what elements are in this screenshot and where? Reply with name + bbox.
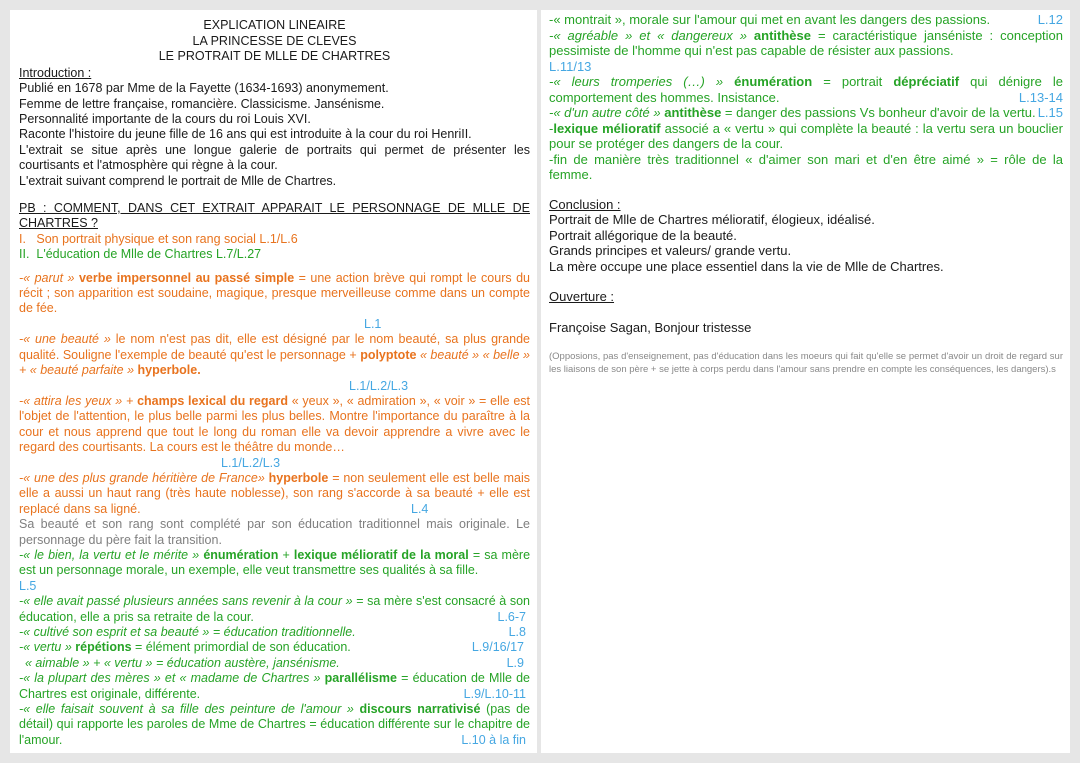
line-ref: L.1/L.2/L.3	[349, 378, 409, 393]
analysis-paragraph: -« parut » verbe impersonnel au passé simple = une action brève qui rompt le cours du récit ; son apparition est soudaine, magique, presque merveilleuse comme dans un compte de fée.	[19, 270, 530, 316]
header-line-3: LE PROTRAIT DE MLLE DE CHARTRES	[158, 49, 391, 64]
line-ref: L.1/L.2/L.3	[221, 455, 281, 470]
analysis-paragraph: -« attira les yeux » + champs lexical du regard « yeux », « admiration », « voir » = elle est l'objet de l'attention, le plus belle parmi les plus belles. Montre l'importance du paraître à la cour et nous apprend que tout le long du roman elle va devoir apprendre a vivre avec le regard des courtisants. La cours est le théâtre du monde…	[19, 393, 530, 455]
conclusion-title: Conclusion :	[549, 196, 621, 212]
plan-number: I.	[19, 231, 26, 246]
analysis-paragraph: -« cultivé son esprit et sa beauté » = éducation traditionnelle. L.8	[19, 625, 526, 640]
analysis-paragraph: -« elle faisait souvent à sa fille des peinture de l'amour » discours narrativisé (pas de détail) qui rapporte les paroles de Mme de Chartres = éducation différente sur le chapitre de l'amour.	[19, 702, 530, 747]
analysis-paragraph: -« le bien, la vertu et le mérite » énumération + lexique mélioratif de la moral = sa mère est un personnage morale, un exemple, elle veut transmettre ses qualités à sa fille.	[19, 547, 531, 578]
transition: Sa beauté et son rang sont complété par son éducation traditionnel mais originale. Le personnage du père fait la transition.	[19, 517, 530, 547]
analysis-paragraph: -« une beauté » le nom n'est pas dit, elle est désigné par le nom beauté, sa plus grande qualité. Souligne l'exemple de beauté qu'est le personnage + polyptote « beauté » « belle » + « beauté parfaite » hyperbole.	[19, 332, 530, 378]
line-ref: L.11/13	[549, 58, 592, 74]
analysis-paragraph: -« d'un autre côté » antithèse = danger des passions Vs bonheur d'avoir de la vertu.	[549, 105, 1036, 120]
header-line-2: LA PRINCESSE DE CLEVES	[192, 33, 357, 48]
plan-text: Son portrait physique et son rang social L.1/L.6	[36, 231, 298, 246]
line-ref: L.4	[411, 501, 429, 516]
line-ref: L.5	[19, 578, 37, 593]
analysis-paragraph: -lexique mélioratif associé a « vertu » qui complète la beauté : la vertu sera un bouclier pour se protéger des dangers de la cour.	[549, 120, 1063, 151]
conclusion-line: La mère occupe une place essentiel dans la vie de Mlle de Chartres.	[549, 258, 944, 274]
ouverture-text: Françoise Sagan, Bonjour tristesse	[549, 319, 752, 335]
conclusion-line: Portrait allégorique de la beauté.	[549, 227, 737, 243]
line-ref: L.10 à la fin	[461, 732, 526, 747]
line-ref: L.6-7	[497, 609, 526, 624]
analysis-paragraph: -« leurs tromperies (…) » énumération = portrait dépréciatif qui dénigre le comportement des hommes. Insistance.	[549, 74, 1063, 105]
analysis-paragraph: « aimable » + « vertu » = éducation austère, jansénisme. L.9	[25, 655, 524, 670]
conclusion-line: Grands principes et valeurs/ grande vertu.	[549, 243, 792, 258]
intro-line: L'extrait se situe après une longue galerie de portraits qui permet de présenter les courtisants et l'atmosphère qui règne à la cour.	[19, 142, 530, 173]
line-ref: L.15	[1037, 105, 1063, 120]
plan-item	[19, 247, 530, 262]
header-line-1: EXPLICATION LINEAIRE	[203, 18, 346, 32]
line-ref: L.1	[364, 316, 382, 331]
line-ref: L.9/L.10-11	[463, 686, 526, 701]
right-column	[541, 10, 1070, 753]
analysis-paragraph: -« vertu » répétions = élément primordial de son éducation. L.9/16/17	[19, 640, 524, 655]
analysis-paragraph: -« elle avait passé plusieurs années sans revenir à la cour » = sa mère s'est consacré à son éducation, elle a pris sa retraite de la cour.	[19, 594, 530, 624]
ouverture-note: (Opposions, pas d'enseignement, pas d'éducation dans les moeurs qui fait qu'elle se permet d'avoir un droit de regard sur les liaisons de son père + se jette à corps perdu dans l'amour sans prendre en compte les conséquences, les dangers).s	[549, 351, 1063, 375]
plan-number: II.	[19, 247, 30, 262]
intro-line: Personnalité importante de la cours du roi Louis XVI.	[19, 112, 311, 126]
analysis-paragraph: -« la plupart des mères » et « madame de Chartres » parallélisme = éducation de Mlle de Chartres est originale, différente.	[19, 671, 530, 701]
document-header	[19, 18, 530, 65]
analysis-paragraph: -« une des plus grande héritière de France» hyperbole = non seulement elle est belle mais elle a aussi un haut rang (très haute noblesse), son rang s'accorde à sa beauté + elle est replacé dans sa ligné.	[19, 470, 530, 516]
analysis-paragraph: -« montrait », morale sur l'amour qui met en avant les dangers des passions. L.12	[549, 12, 1063, 27]
line-ref: L.13-14	[1018, 89, 1063, 105]
analysis-paragraph: -« agréable » et « dangereux » antithèse = caractéristique janséniste : conception pessimiste de l'homme qui n'est pas capable de résister aux passions.	[549, 27, 1064, 58]
intro-line: Publié en 1678 par Mme de la Fayette (1634-1693) anonymement.	[19, 81, 389, 96]
document-sheet	[10, 10, 1070, 753]
intro-line: Raconte l'histoire du jeune fille de 16 ans qui est introduite à la cour du roi HenriII.	[19, 127, 472, 142]
intro-title: Introduction :	[19, 65, 92, 80]
ouverture-title: Ouverture :	[549, 289, 615, 304]
plan-item	[19, 232, 530, 247]
analysis-paragraph: -fin de manière très traditionnel « d'aimer son mari et d'en être aimé » = rôle de la femme.	[549, 151, 1063, 182]
plan-text: L'éducation de Mlle de Chartres L.7/L.27	[36, 247, 262, 262]
conclusion-line: Portrait de Mlle de Chartres mélioratif, élogieux, idéalisé.	[549, 212, 875, 227]
left-column	[10, 10, 537, 753]
intro-line: Femme de lettre française, romancière. Classicisme. Jansénisme.	[19, 96, 385, 111]
intro-line: L'extrait suivant comprend le portrait de Mlle de Chartres.	[19, 173, 337, 188]
problematique: PB : COMMENT, DANS CET EXTRAIT APPARAIT LE PERSONNAGE DE MLLE DE CHARTRES ?	[19, 201, 530, 231]
